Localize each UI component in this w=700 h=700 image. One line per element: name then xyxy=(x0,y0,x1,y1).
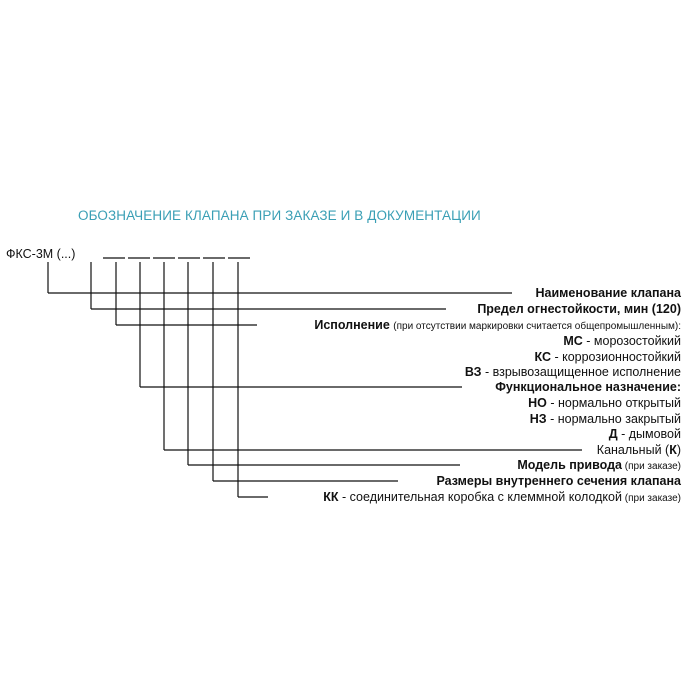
label-sizes: Размеры внутреннего сечения клапана xyxy=(436,474,681,488)
label-valve-name: Наименование клапана xyxy=(535,286,681,300)
label-execution: Исполнение (при отсутствии маркировки считается общепромышленным): xyxy=(314,318,681,332)
valve-code: ФКС-3М (...) xyxy=(6,247,76,261)
label-nz: НЗ - нормально закрытый xyxy=(529,412,681,426)
label-vz: ВЗ - взрывозащищенное исполнение xyxy=(464,365,681,379)
label-fire-limit: Предел огнестойкости, мин (120) xyxy=(477,302,681,316)
label-d: Д - дымовой xyxy=(608,427,681,441)
label-drive: Модель привода (при заказе) xyxy=(517,458,681,472)
label-no: НО - нормально открытый xyxy=(528,396,681,410)
label-ms: МС - морозостойкий xyxy=(563,334,681,348)
label-channel: Канальный (К) xyxy=(596,443,681,457)
label-func: Функциональное назначение: xyxy=(495,380,681,394)
label-kk: КК - соединительная коробка с клеммной колодкой (при заказе) xyxy=(323,490,681,504)
label-ks: КС - коррозионностойкий xyxy=(534,350,681,364)
diagram-title: ОБОЗНАЧЕНИЕ КЛАПАНА ПРИ ЗАКАЗЕ И В ДОКУМЕНТАЦИИ xyxy=(78,208,481,223)
